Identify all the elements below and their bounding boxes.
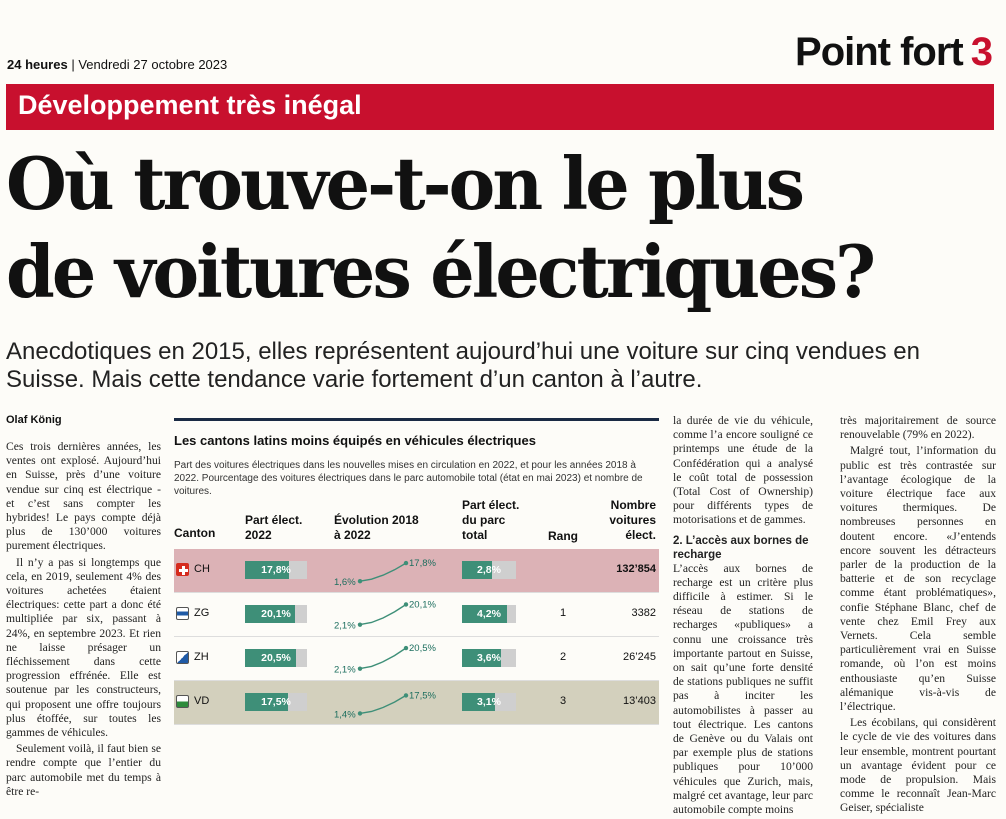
sparkline-end-point [404, 602, 408, 606]
fleet-share-bar [462, 561, 516, 579]
share-2022-bar [245, 649, 307, 667]
car-count: 26’245 [622, 651, 656, 663]
canton-code: CH [194, 563, 210, 575]
sparkline-start-label: 1,6% [334, 577, 356, 589]
canton-code: VD [194, 695, 210, 707]
table-row [174, 593, 659, 637]
sparkline-end-label: 20,1% [409, 599, 436, 611]
fleet-share-bar [462, 605, 516, 623]
fleet-share-bar-label: 2,8% [477, 564, 501, 576]
infographic-title: Les cantons latins moins équipés en véhicules électriques [174, 433, 536, 448]
zug-flag-icon [176, 607, 189, 620]
rank-value: 1 [560, 607, 567, 619]
sparkline-end-label: 20,5% [409, 643, 436, 655]
paragraph: Les écobilans, qui considèrent le cycle de vie des voitures dans leur ensemble, montrent pourtant un avantage évident pour ce mode de propulsion. Mais comme le reconnaît Jean-Marc Geiser, spécialiste [840, 716, 996, 815]
sparkline-end-label: 17,5% [409, 690, 436, 702]
rubric-text: Développement très inégal [18, 90, 362, 120]
fleet-share-bar [462, 649, 516, 667]
share-2022-bar-label: 17,5% [261, 696, 291, 708]
sparkline-start-point [358, 711, 362, 715]
masthead [7, 57, 227, 72]
publication-name: 24 heures [7, 57, 68, 72]
sparkline-start-point [358, 666, 362, 670]
sparkline-end-point [404, 693, 408, 697]
car-count: 132’854 [616, 563, 656, 575]
paragraph: Malgré tout, l’information du public est très contrastée sur l’avantage écologique de la voiture électrique face aux voitures thermiques. De nombreuses personnes en doutent encore. «J’entends encore souvent les détracteurs parler de la production de la batterie et de son recyclage comme étant problématiques», confie Stéphane Blanc, chef de vente chez Emil Frey aux Vernets. Cela semble particulièrement vrai en Suisse romande, où l’on est moins enthousiaste qu’en Suisse alémanique vis-à-vis de l’électrique. [840, 444, 996, 714]
paragraph: la durée de vie du véhicule, comme l’a encore souligné ce printemps une étude de la Confédération qui a analysé le coût total de possession (Total Cost of Ownership) pour différents types de motorisations et de gammes. [673, 414, 813, 527]
table-row [174, 681, 659, 725]
article-column-4 [840, 414, 996, 818]
evolution-sparkline [332, 637, 442, 681]
sparkline-start-point [358, 622, 362, 626]
byline: Olaf König [6, 414, 62, 426]
vaud-flag-icon [176, 695, 189, 708]
rank-value: 3 [560, 695, 567, 707]
sparkline-start-label: 2,1% [334, 664, 356, 676]
page-number: 3 [970, 30, 992, 74]
share-2022-bar [245, 561, 307, 579]
sparkline-end-point [404, 561, 408, 565]
headline [6, 140, 966, 316]
infographic [174, 418, 659, 721]
rubric-banner [6, 84, 994, 130]
paragraph: Seulement voilà, il faut bien se rendre compte que l’entier du parc automobile met du temps à être re- [6, 742, 161, 798]
paragraph: très majoritairement de source renouvelable (79% en 2022). [840, 414, 996, 442]
issue-date: Vendredi 27 octobre 2023 [78, 57, 228, 72]
sparkline-start-label: 1,4% [334, 709, 356, 721]
swiss-flag-icon [176, 563, 189, 576]
article-column-1 [6, 440, 161, 801]
fleet-share-bar [462, 693, 516, 711]
fleet-share-bar-label: 4,2% [477, 608, 501, 620]
lede: Anecdotiques en 2015, elles représentent aujourd’hui une voiture sur cinq vendues en Suisse. Mais cette tendance varie fortement d’un canton à l’autre. [6, 338, 920, 393]
paragraph: L’accès aux bornes de recharge est un critère plus difficile à estimer. Si le réseau de stations de recharges «publiques» a connu une croissance très importante partout en Suisse, on sait qu’une forte densité de stations publiques ne suffit pas à inciter les automobilistes à passer au tout électrique. Les cantons de Genève ou du Valais ont par exemple plus de stations publiques pour 10’000 véhicules que Zurich, mais, malgré cet avantage, leur parc automobile compte moins [673, 561, 813, 817]
headline-line-2: de voitures électriques? [6, 229, 874, 314]
paragraph: Il n’y a pas si longtemps que cela, en 2019, seulement 4% des voitures achetées étaient électriques: cette part a donc été multipliée par six, passant à 24%, en septembre 2023. Et rien ne laisse présager un fléchissement dans cette progression effrénée. Elle est soutenue par les constructeurs, qui proposent une offre toujours plus étoffée, sur toutes les gammes de véhicules. [6, 555, 161, 740]
subheading: 2. L’accès aux bornes de recharge [673, 534, 809, 561]
canton-code: ZH [194, 651, 209, 663]
paragraph: Ces trois dernières années, les ventes ont explosé. Aujourd’hui en Suisse, près d’une voiture vendue sur cinq est électrique - et c’est sans compter les hybrides! Le pays compte déjà plus de 130’000 voitures purement électriques. [6, 440, 161, 553]
sparkline-start-label: 2,1% [334, 620, 356, 632]
section-name: Point fort [795, 30, 963, 74]
header-canton: Canton [174, 526, 216, 540]
share-2022-bar-label: 17,8% [261, 564, 291, 576]
article-column-3 [673, 414, 813, 819]
car-count: 3382 [631, 607, 656, 619]
masthead-separator: | [71, 57, 75, 72]
car-count: 13’403 [622, 695, 656, 707]
evolution-sparkline [332, 681, 442, 725]
section-label [795, 30, 992, 75]
share-2022-bar [245, 605, 307, 623]
canton-code: ZG [194, 607, 210, 619]
fleet-share-bar-label: 3,6% [477, 652, 501, 664]
header-fleet-share: Part élect. du parc total [462, 498, 520, 542]
sparkline-path [360, 563, 406, 581]
table-row [174, 637, 659, 681]
header-share-2022: Part élect. 2022 [245, 513, 303, 542]
header-evolution: Évolution 2018 à 2022 [334, 513, 419, 542]
evolution-sparkline [332, 549, 442, 593]
sparkline-end-point [404, 646, 408, 650]
sparkline-path [360, 648, 406, 669]
headline-line-1: Où trouve-t-on le plus [6, 141, 802, 226]
evolution-sparkline [332, 593, 442, 637]
rank-value: 2 [560, 651, 567, 663]
share-2022-bar [245, 693, 307, 711]
sparkline-path [360, 605, 406, 625]
share-2022-bar-label: 20,1% [261, 608, 291, 620]
table-row [174, 549, 659, 593]
zurich-flag-icon [176, 651, 189, 664]
share-2022-bar-label: 20,5% [261, 652, 291, 664]
sparkline-end-label: 17,8% [409, 558, 436, 570]
infographic-subtitle: Part des voitures électriques dans les nouvelles mises en circulation en 2022, et pour les années 2018 à 2022. Pourcentage des voitures électriques dans le parc automobile total (état en mai 2023) et nombre de voitures. [174, 460, 643, 497]
sparkline-path [360, 695, 406, 713]
header-count: Nombre voitures élect. [609, 498, 656, 542]
header-rank: Rang [548, 529, 578, 543]
fleet-share-bar-label: 3,1% [477, 696, 501, 708]
sparkline-start-point [358, 579, 362, 583]
